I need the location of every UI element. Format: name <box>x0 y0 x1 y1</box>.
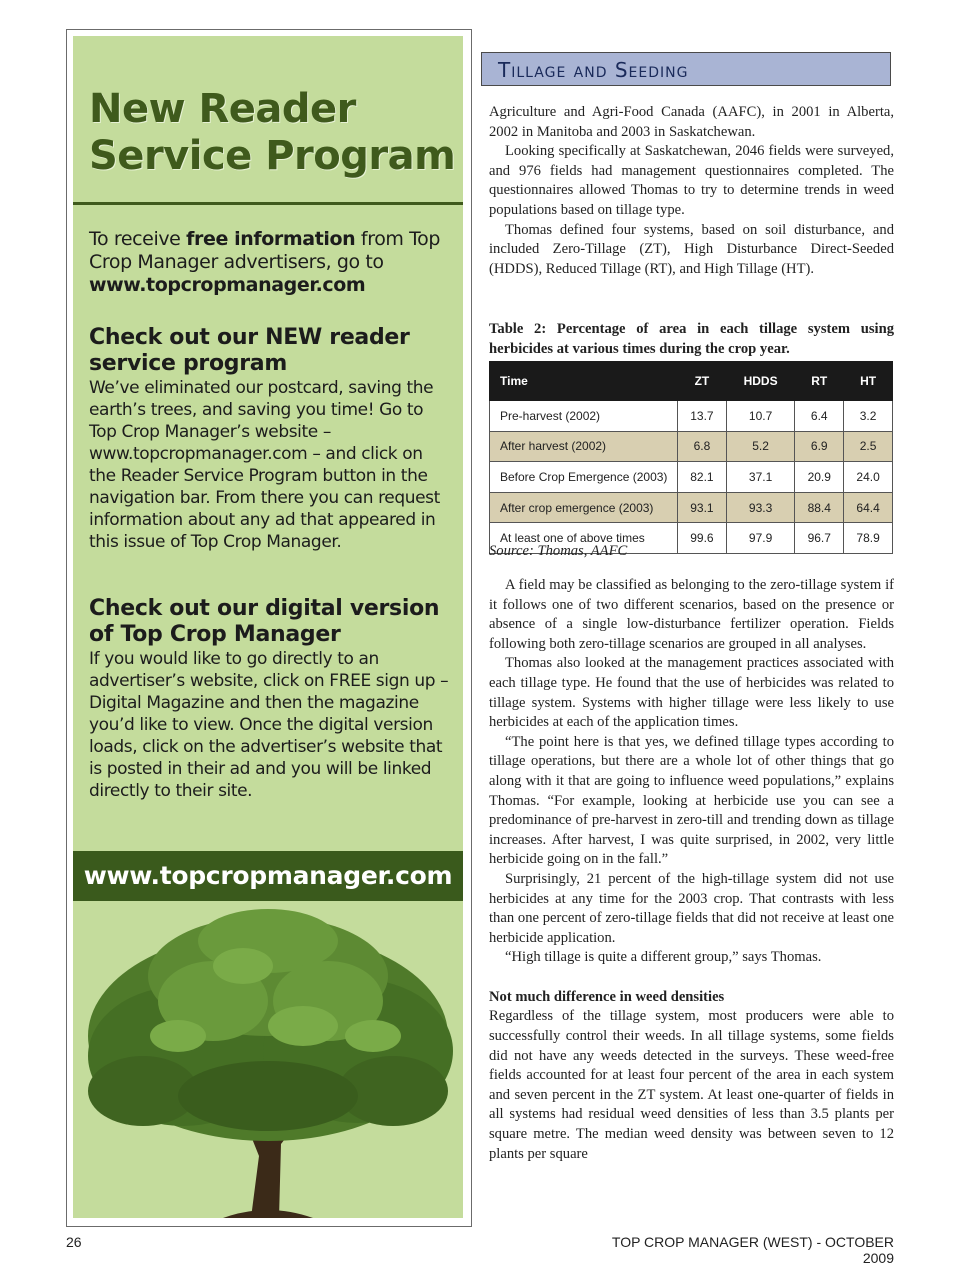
ad-divider <box>73 202 463 205</box>
article-subheading: Not much difference in weed densities <box>489 988 725 1005</box>
article-paragraph: Regardless of the tillage system, most producers were able to successfully control their weeds. In all tillage systems, some fields did not have any weeds detected in the surveys. These weed-free fields accounted for at least four percent of the area in each system and seven percent in the ZT system. At least one-quarter of fields in all systems had residual weed densities of less than 3.5 plants per square metre. The median weed density was between seven to 12 plants per square <box>489 1008 894 1162</box>
ad-section-reader-service <box>89 325 454 553</box>
table-row <box>490 462 893 493</box>
publication-footer: TOP CROP MANAGER (WEST) - OCTOBER 2009 <box>611 1234 894 1266</box>
table-header: ZT <box>678 362 727 401</box>
ad-intro: To receive free information from Top Crop Manager advertisers, go to www.topcropmanager.com <box>89 228 441 296</box>
ad-section-heading: Check out our NEW reader service program <box>89 325 410 376</box>
table-caption: Table 2: Percentage of area in each tillage system using herbicides at various times during the crop year. <box>489 321 894 357</box>
ad-intro-url[interactable]: www.topcropmanager.com <box>89 274 366 296</box>
table-header: Time <box>490 362 678 401</box>
table-cell: 37.1 <box>726 462 795 493</box>
article-paragraph: Agriculture and Agri-Food Canada (AAFC), in 2001 in Alberta, 2002 in Manitoba and 2003 in Saskatchewan. <box>489 104 894 140</box>
table-cell: After harvest (2002) <box>490 431 678 462</box>
ad-section-heading: Check out our digital version of Top Crop Manager <box>89 596 440 647</box>
table-cell: 6.8 <box>678 431 727 462</box>
article-paragraph: Thomas defined four systems, based on soil disturbance, and included Zero-Tillage (ZT), High Disturbance Direct-Seeded (HDDS), Reduced Tillage (RT), and High Tillage (HT). <box>489 221 894 277</box>
table-cell: 24.0 <box>844 462 893 493</box>
table-cell: After crop emergence (2003) <box>490 492 678 523</box>
table-cell: 2.5 <box>844 431 893 462</box>
table-cell: 3.2 <box>844 401 893 432</box>
table-cell: 78.9 <box>844 523 893 554</box>
article-paragraph: A field may be classified as belonging to the zero-tillage system if it follows one of two different scenarios, based on the presence or absence of a single low-disturbance fertilizer operation. Fields following both zero-tillage scenarios are grouped in all analyses. <box>489 577 894 652</box>
table-cell: 10.7 <box>726 401 795 432</box>
table-cell: Before Crop Emergence (2003) <box>490 462 678 493</box>
ad-section-body: We’ve eliminated our postcard, saving the earth’s trees, and saving you time! Go to Top Crop Manager’s website – www.topcropmanager.com – and click on the Reader Service Program button in the navigation bar. From there you can request information about any ad that appeared in this issue of Top Crop Manager. <box>89 378 440 552</box>
table-cell: At least one of above times <box>490 523 678 554</box>
page-number: 26 <box>66 1234 82 1250</box>
table-header: RT <box>795 362 844 401</box>
table-cell: 64.4 <box>844 492 893 523</box>
article-intro <box>489 103 894 279</box>
article-paragraph: Thomas also looked at the management practices associated with each tillage type. He found that the use of herbicides was related to tillage system. Systems with higher tillage were less likely to use herbicides at each of the application times. <box>489 655 894 731</box>
table-cell: Pre-harvest (2002) <box>490 401 678 432</box>
table-cell: 93.1 <box>678 492 727 523</box>
ad-url-banner[interactable] <box>73 851 463 901</box>
table-cell: 97.9 <box>726 523 795 554</box>
ad-title: New Reader Service Program <box>89 86 456 179</box>
table-cell: 96.7 <box>795 523 844 554</box>
table-cell: 5.2 <box>726 431 795 462</box>
table-row <box>490 401 893 432</box>
ad-banner-url[interactable]: www.topcropmanager.com <box>83 861 453 890</box>
article-paragraph: Looking specifically at Saskatchewan, 2046 fields were surveyed, and 976 fields had management questionnaires completed. The questionnaires allowed Thomas to try to determine trends in weed populations based on tillage type. <box>489 143 894 218</box>
table-row <box>490 492 893 523</box>
table-cell: 6.9 <box>795 431 844 462</box>
table-cell: 88.4 <box>795 492 844 523</box>
table-header: HDDS <box>726 362 795 401</box>
table-source: Source: Thomas, AAFC <box>489 543 628 559</box>
tree-icon <box>88 909 453 1218</box>
article-body <box>489 576 894 1164</box>
table-header-row <box>490 362 893 401</box>
table-cell: 6.4 <box>795 401 844 432</box>
section-header <box>481 52 891 86</box>
table-cell: 93.3 <box>726 492 795 523</box>
table-cell: 20.9 <box>795 462 844 493</box>
tree-illustration <box>73 906 463 1218</box>
article-paragraph: Surprisingly, 21 percent of the high-tillage system did not use herbicides at any time for the 2003 crop. That contrasts with less than one percent of zero-tillage fields that did not receive at least one herbicide application. <box>489 870 894 946</box>
table-cell: 99.6 <box>678 523 727 554</box>
reader-service-ad <box>73 36 463 1218</box>
table-cell: 82.1 <box>678 462 727 493</box>
herbicide-table <box>489 361 893 554</box>
table-cell: 13.7 <box>678 401 727 432</box>
table-header: HT <box>844 362 893 401</box>
article-paragraph: “The point here is that yes, we defined tillage types according to tillage operations, but there are a whole lot of other things that go along with it that are going to influence weed populations,” explains Thomas. “For example, looking at herbicide use you can see a predominance of pre-harvest in zero-till and trending down as tillage increases. After harvest, I was quite surprised, in 2002, very little herbicide going on in the fall.” <box>489 733 894 868</box>
article-paragraph: “High tillage is quite a different group,” says Thomas. <box>505 949 822 966</box>
section-title: Tillage and Seeding <box>498 58 689 82</box>
ad-section-digital-version <box>89 596 454 802</box>
table-row <box>490 431 893 462</box>
ad-section-body: If you would like to go directly to an advertiser’s website, click on FREE sign up – Digital Magazine and then the magazine you’d like to view. Once the digital version loads, click on the advertiser’s website that is posted in their ad and you will be linked directly to their site. <box>89 649 449 801</box>
